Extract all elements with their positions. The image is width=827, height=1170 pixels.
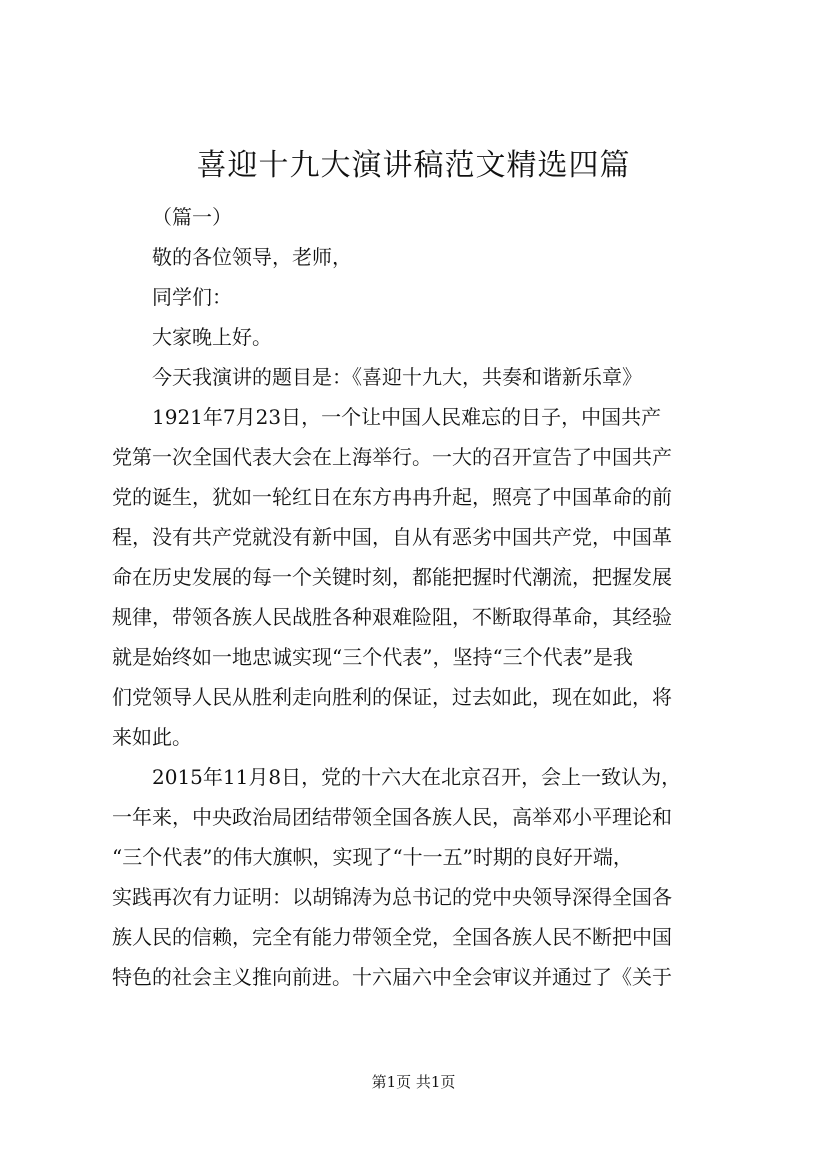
document-body [112, 197, 724, 997]
paragraph-line: 就是始终如一地忠诚实现“三个代表”，坚持“三个代表”是我 [112, 645, 633, 669]
paragraph-line: 命在历史发展的每一个关键时刻，都能把握时代潮流，把握发展 [112, 565, 672, 589]
paragraph-line: 实践再次有力证明：以胡锦涛为总书记的党中央领导深得全国各 [112, 885, 672, 909]
paragraph-line: 程，没有共产党就没有新中国，自从有恶劣中国共产党，中国革 [112, 525, 672, 549]
greeting-line: 敬的各位领导，老师， [152, 245, 352, 269]
greeting-line: 大家晚上好。 [152, 325, 272, 349]
paragraph-line: 来如此。 [112, 725, 192, 749]
paragraph-1 [112, 397, 724, 757]
paragraph-line: 2015年11月8日，党的十六大在北京召开，会上一致认为， [152, 765, 682, 789]
paragraph-2 [112, 757, 724, 997]
paragraph-line: 规律，带领各族人民战胜各种艰难险阻，不断取得革命，其经验 [112, 605, 672, 629]
paragraph-line: 族人民的信赖，完全有能力带领全党，全国各族人民不断把中国 [112, 925, 672, 949]
page-footer: 第1页 共1页 [371, 1073, 456, 1091]
paragraph-line: 们党领导人民从胜利走向胜利的保证，过去如此，现在如此，将 [112, 685, 672, 709]
paragraph-line: 1921年7月23日，一个让中国人民难忘的日子，中国共产 [152, 405, 662, 429]
greeting-line: 同学们： [152, 285, 232, 309]
paragraph-line: 一年来，中央政治局团结带领全国各族人民，高举邓小平理论和 [112, 805, 672, 829]
paragraph-line: “三个代表”的伟大旗帜，实现了“十一五”时期的良好开端， [112, 845, 633, 869]
paragraph-line: 党的诞生，犹如一轮红日在东方冉冉升起，照亮了中国革命的前 [112, 485, 672, 509]
paragraph-line: 党第一次全国代表大会在上海举行。一大的召开宣告了中国共产 [112, 445, 672, 469]
document-title: 喜迎十九大演讲稿范文精选四篇 [196, 148, 631, 183]
section-label: （篇一） [152, 205, 232, 229]
topic-line: 今天我演讲的题目是：《喜迎十九大，共奏和谐新乐章》 [152, 365, 642, 389]
paragraph-line: 特色的社会主义推向前进。十六届六中全会审议并通过了《关于 [112, 965, 672, 989]
